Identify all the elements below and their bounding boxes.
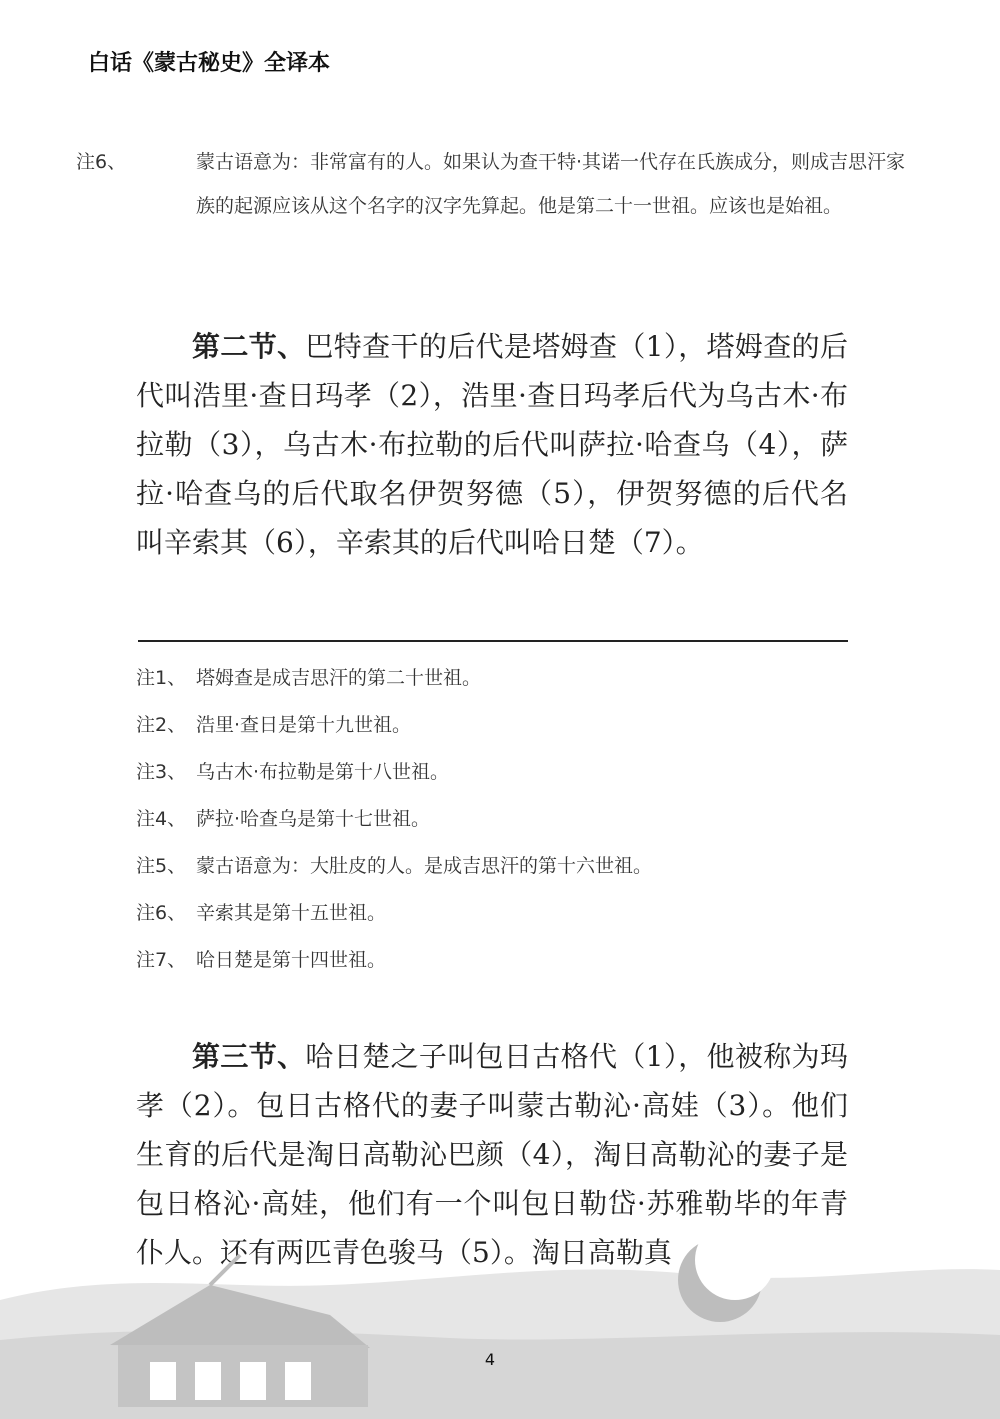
footnote-list bbox=[136, 655, 652, 984]
top-note bbox=[76, 140, 916, 228]
footnote-item bbox=[136, 702, 652, 749]
note-label: 注6、 bbox=[76, 151, 127, 173]
footnote-label: 注3、 bbox=[136, 761, 187, 783]
footnote-text: 蒙古语意为：大肚皮的人。是成吉思汗的第十六世祖。 bbox=[196, 855, 653, 877]
footnote-item bbox=[136, 843, 652, 890]
footnote-text: 萨拉·哈查乌是第十七世祖。 bbox=[196, 808, 431, 830]
footnote-item bbox=[136, 796, 652, 843]
footnote-label: 注4、 bbox=[136, 808, 187, 830]
section-2-text: 巴特查干的后代是塔姆查（1），塔姆查的后代叫浩里·查日玛孝（2），浩里·查日玛孝后代为乌古木·布拉勒（3），乌古木·布拉勒的后代叫萨拉·哈查乌（4），萨拉·哈查乌的后代取名伊贺努德（5），伊贺努德的后代名叫辛索其（6），辛索其的后代叫哈日楚（7）。 bbox=[136, 330, 848, 559]
note-text: 蒙古语意为：非常富有的人。如果认为查干特·其诺一代存在氏族成分，则成吉思汗家族的起源应该从这个名字的汉字先算起。他是第二十一世祖。应该也是始祖。 bbox=[196, 151, 906, 217]
footnote-text: 浩里·查日是第十九世祖。 bbox=[196, 714, 412, 736]
footnote-item bbox=[136, 890, 652, 937]
footnote-text: 辛索其是第十五世祖。 bbox=[196, 902, 387, 924]
footnote-label: 注2、 bbox=[136, 714, 187, 736]
section-2-heading: 第二节、 bbox=[192, 330, 306, 363]
footnote-divider bbox=[138, 640, 848, 642]
footnote-label: 注6、 bbox=[136, 902, 187, 924]
footnote-item bbox=[136, 937, 652, 984]
section-2-paragraph bbox=[136, 322, 848, 567]
section-3-text: 哈日楚之子叫包日古格代（1），他被称为玛孝（2）。包日古格代的妻子叫蒙古勒沁·高娃（3）。他们生育的后代是淘日高勒沁巴颜（4），淘日高勒沁的妻子是包日格沁·高娃，他们有一个叫包日勒岱·苏雅勒毕的年青仆人。还有两匹青色骏马（5）。淘日高勒真 bbox=[136, 1040, 848, 1269]
section-3-heading: 第三节、 bbox=[192, 1040, 306, 1073]
footnote-label: 注7、 bbox=[136, 949, 187, 971]
footnote-text: 乌古木·布拉勒是第十八世祖。 bbox=[196, 761, 450, 783]
footnote-label: 注1、 bbox=[136, 667, 187, 689]
footnote-label: 注5、 bbox=[136, 855, 187, 877]
footnote-text: 哈日楚是第十四世祖。 bbox=[196, 949, 387, 971]
page-number: 4 bbox=[484, 1350, 496, 1369]
footnote-item bbox=[136, 749, 652, 796]
page-header-title: 白话《蒙古秘史》全译本 bbox=[88, 51, 331, 76]
footnote-text: 塔姆查是成吉思汗的第二十世祖。 bbox=[196, 667, 482, 689]
steppe-scenery bbox=[0, 1230, 1000, 1419]
footnote-item bbox=[136, 655, 652, 702]
yurt-icon bbox=[110, 1255, 370, 1407]
